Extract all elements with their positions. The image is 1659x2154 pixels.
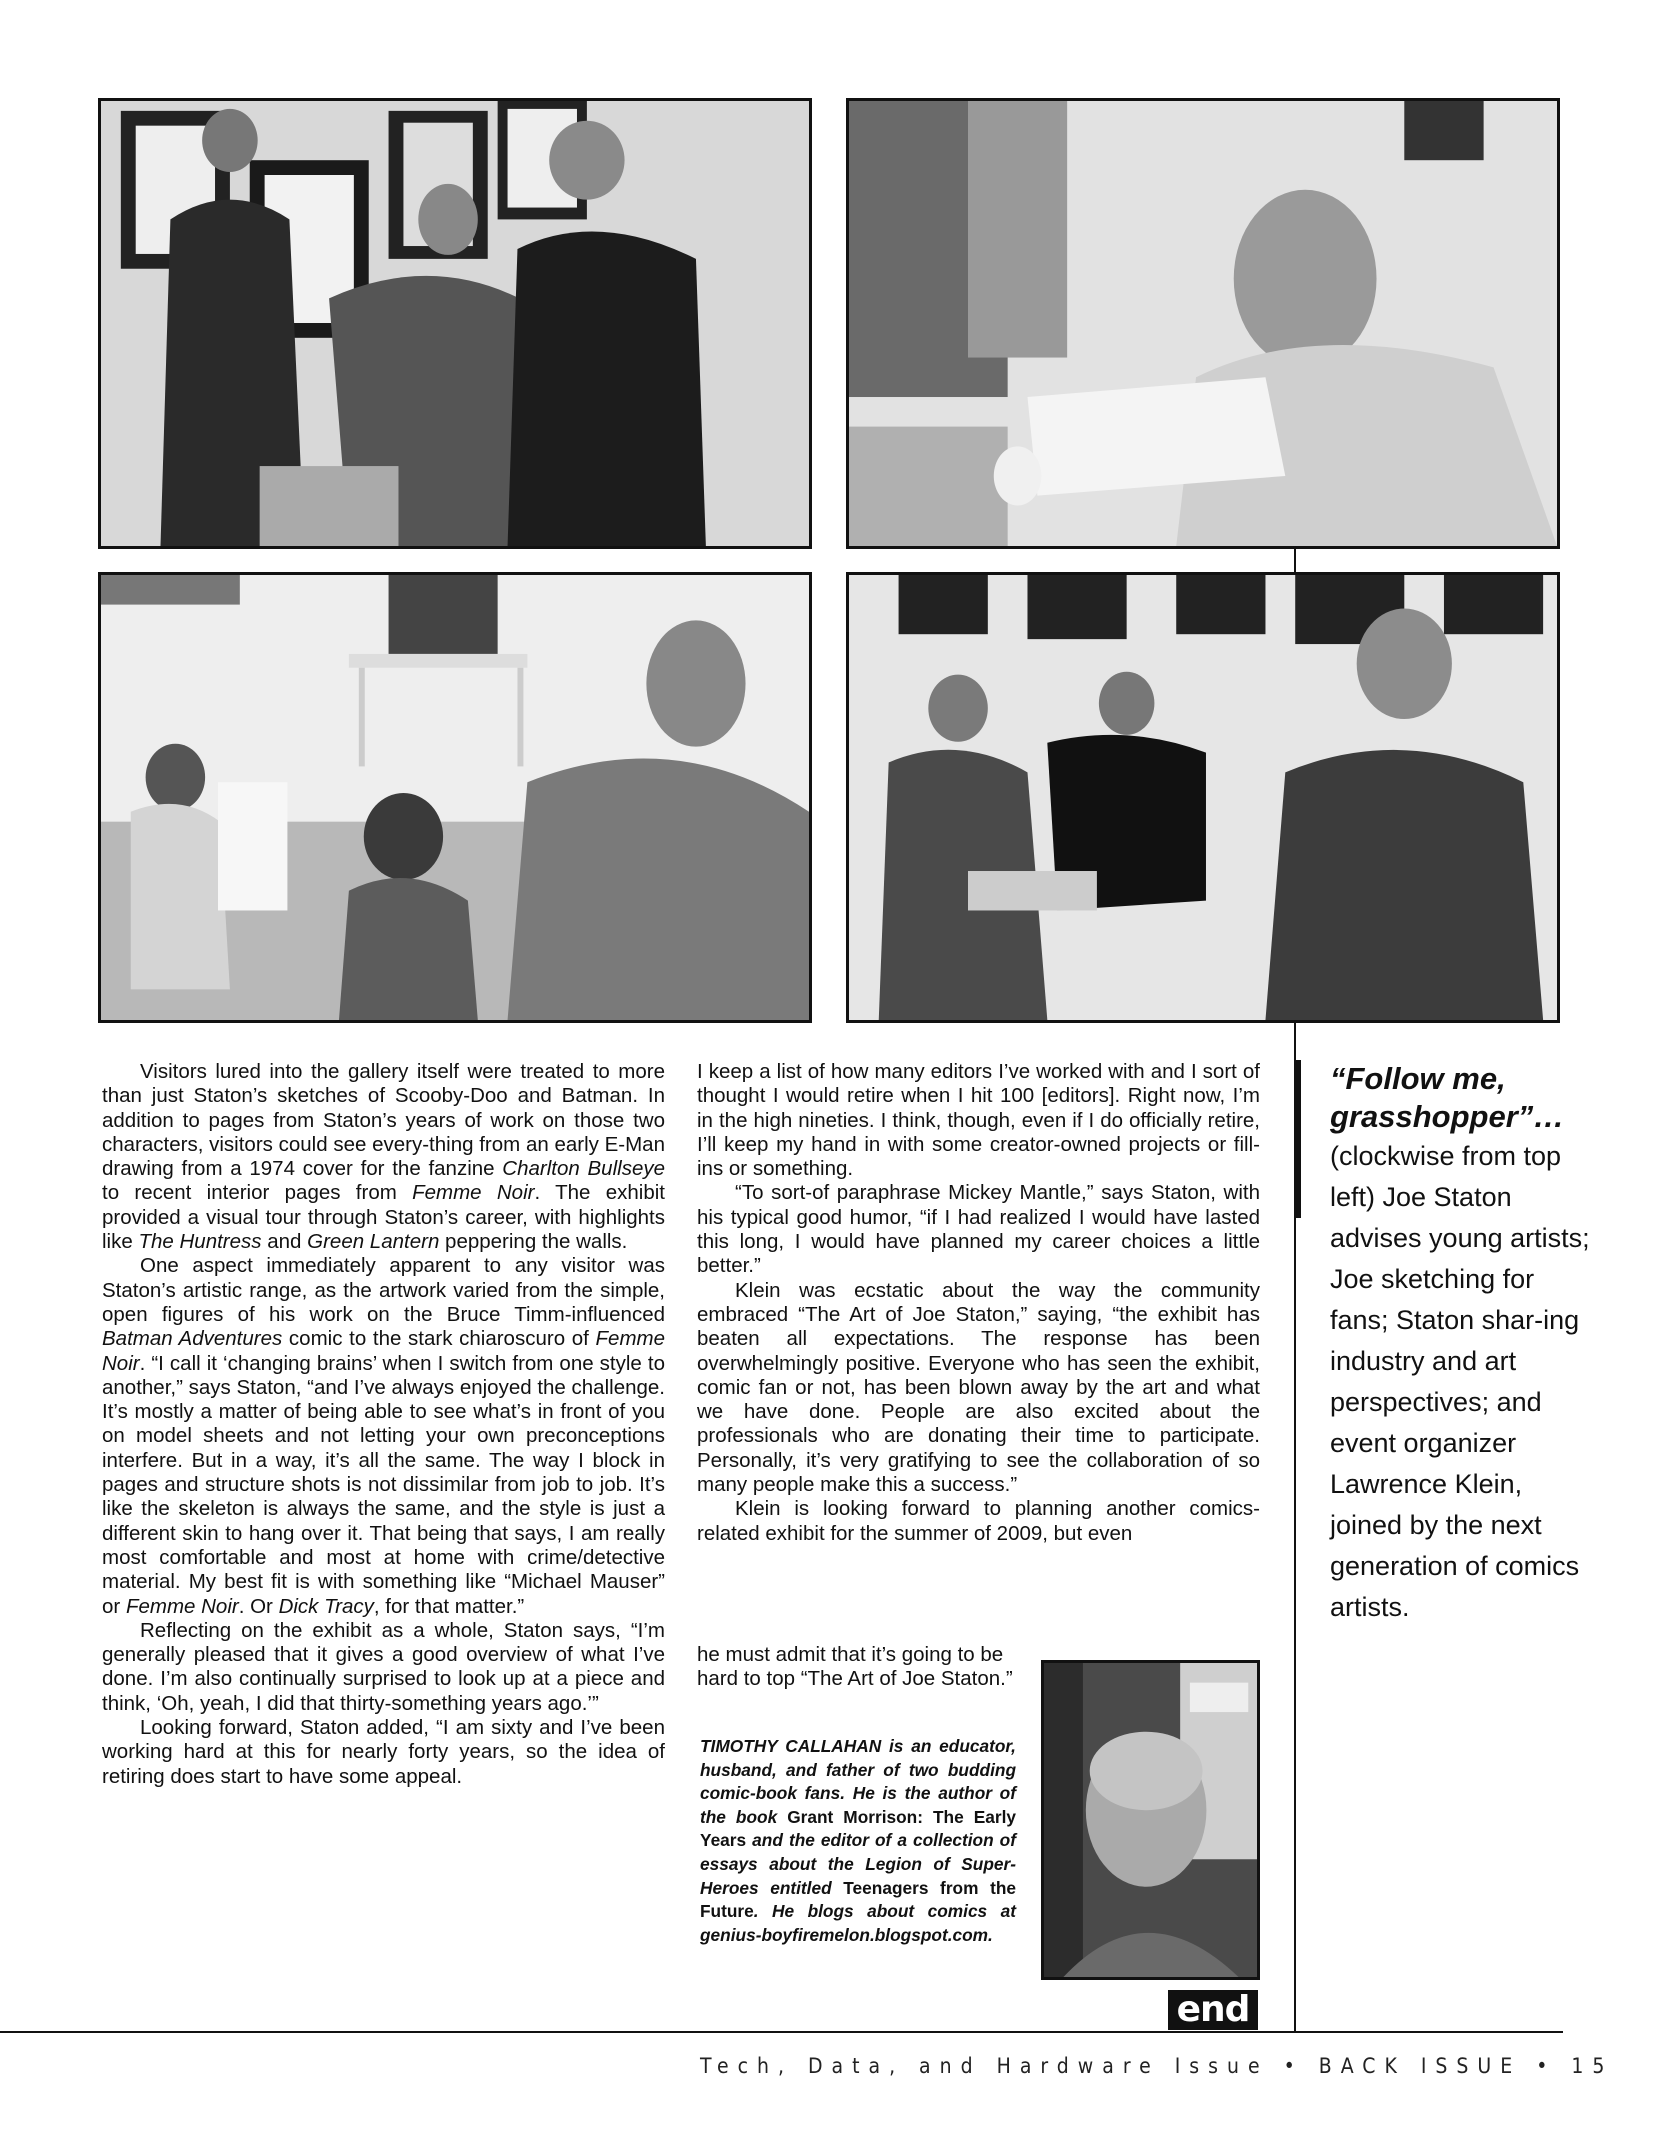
column-1 (102, 1060, 665, 1789)
col1-paragraph-4: Looking forward, Staton added, “I am sixty and I’ve been working hard at this for nearly forty years, so the idea of retiring does start to have some appeal. (102, 1716, 665, 1788)
caption-body: (clockwise from top left) Joe Staton advises young artists; Joe sketching for fans; Staton shar-ing industry and art perspectives; and event organizer Lawrence Klein, joined by the next generation of comics artists. (1330, 1141, 1590, 1622)
col1-paragraph-3: Reflecting on the exhibit as a whole, Staton says, “I’m generally pleased that it gives a good overview of what I’ve done. I’m also continually surprised to look up at a piece and think, ‘Oh, yeah, I did that thirty-something years ago.’” (102, 1618, 665, 1715)
author-photo (1041, 1660, 1260, 1980)
footer-page-number: 15 (1571, 2054, 1614, 2078)
footer-issue-title: Tech, Data, and Hardware Issue (700, 2054, 1269, 2078)
footer-separator: • (1283, 2054, 1304, 2078)
col2-paragraph-wrap: he must admit that it’s going to be hard to top “The Art of Joe Staton.” (697, 1643, 1013, 1691)
caption-accent-bar (1294, 1060, 1301, 1218)
column-2 (697, 1060, 1260, 1546)
caption-rule (1294, 549, 1296, 572)
col1-paragraph-2: One aspect immediately apparent to any visitor was Staton’s artistic range, as the artwork varied from the simple, open figures of his work on the Bruce Timm-influenced Batman Adventures comic to the stark chiaroscuro of Femme Noir. “I call it ‘changing brains’ when I switch from one style to another,” says Staton, “and I’ve always enjoyed the challenge. It’s mostly a matter of being able to see what’s in front of you on model sheets and not letting your own preconceptions interfere. But in a way, it’s all the same. The way I block in pages and structure shots is not dissimilar from job to job. It’s like the skeleton is always the same, and the style is just a different skin to hang over it. That being that says, I am really most comfortable and most at home with crime/detective material. My best fit is with something like “Michael Mauser” or Femme Noir. Or Dick Tracy, for that matter.” (102, 1254, 665, 1618)
end-mark: end (1168, 1990, 1258, 2030)
col2-paragraph-1: I keep a list of how many editors I’ve worked with and I sort of thought I would retire when I hit 100 [editors]. Right now, I’m in the high nineties. I think, though, even if I do officially retire, I’ll keep my hand in with some creator-owned projects or fill-ins or something. (697, 1060, 1260, 1181)
author-bio: TIMOTHY CALLAHAN is an educator, husband, and father of two budding comic-book fans. He is the author of the book Grant Morrison: The Early Years and the editor of a collection of essays about the Legion of Super-Heroes entitled Teenagers from the Future. He blogs about comics at genius-boyfiremelon.blogspot.com. (700, 1736, 1016, 1945)
footer-rule (0, 2031, 1563, 2033)
col2-paragraph-4: Klein is looking forward to planning another comics-related exhibit for the summer of 2009, but even (697, 1497, 1260, 1545)
col2-paragraph-3: Klein was ecstatic about the way the community embraced “The Art of Joe Staton,” saying, “the exhibit has beaten all expectations. The response has been overwhelmingly positive. Everyone who has seen the exhibit, comic fan or not, has been blown away by the art and what we have done. People are also excited about the professionals who are donating their time to participate. Personally, it’s very gratifying to see the collaboration of so many people make this a success.” (697, 1278, 1260, 1497)
caption-heading: “Follow me, grasshopper”… (1330, 1061, 1565, 1134)
footer-separator: • (1536, 2054, 1557, 2078)
bio-book-title: Grant Morrison: The Early Years (700, 1806, 1016, 1851)
photo-staton-sharing-perspectives (846, 572, 1560, 1023)
photo-staton-advising-artists (98, 98, 812, 549)
footer-magazine-name: BACK ISSUE (1318, 2054, 1522, 2078)
photo-caption (1330, 1060, 1592, 1628)
bio-anthology-title: Teenagers from the Future (700, 1877, 1016, 1922)
photo-staton-sketching-for-fans (846, 98, 1560, 549)
page-footer (700, 2054, 1614, 2078)
photo-klein-with-young-artists (98, 572, 812, 1023)
col2-paragraph-2: “To sort-of paraphrase Mickey Mantle,” says Staton, with his typical good humor, “if I had realized I would have lasted this long, I would have planned my career choices a little better.” (697, 1181, 1260, 1278)
col1-paragraph-1: Visitors lured into the gallery itself were treated to more than just Staton’s sketches of Scooby-Doo and Batman. In addition to pages from Staton’s years of work on those two characters, visitors could see every-thing from an early E-Man drawing from a 1974 cover for the fanzine Charlton Bullseye to recent interior pages from Femme Noir. The exhibit provided a visual tour through Staton’s career, with highlights like The Huntress and Green Lantern peppering the walls. (102, 1060, 665, 1254)
column-2-wrap (697, 1643, 1017, 1692)
